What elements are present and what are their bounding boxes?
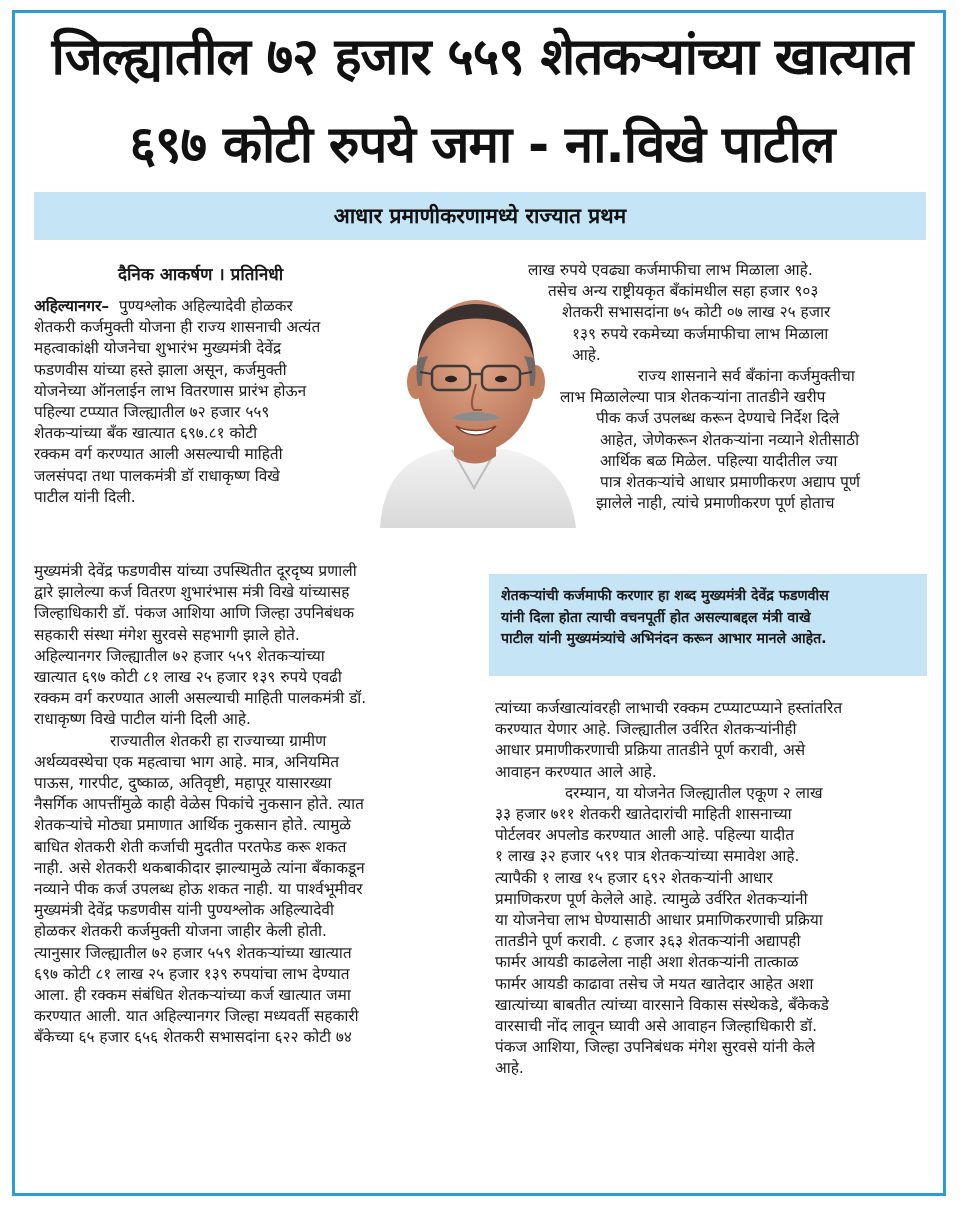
text-line: आवाहन करण्यात आले आहे. (495, 762, 657, 781)
text-line: बाधित शेतकरी शेती कर्जाची मुदतीत परतफेड करू शकत (34, 837, 347, 856)
text-line: खात्यांच्या बाबतीत त्यांच्या वारसाने विकास संस्थेकडे, बँकेकडे (495, 995, 829, 1014)
text-line: जिल्हाधिकारी डॉ. पंकज आशिया आणि जिल्हा उपनिबंधक (34, 604, 355, 623)
text-line: आहे. (495, 1059, 524, 1078)
text-line: रक्कम वर्ग करण्यात आली असल्याची माहिती (34, 445, 283, 464)
text-line: करण्यात येणार आहे. जिल्ह्यातील उर्वरित शेतकऱ्यांनीही (495, 720, 797, 739)
text-line: राज्यातील शेतकरी हा राज्याच्या ग्रामीण (110, 731, 327, 750)
pull-quote (489, 574, 927, 676)
text-line: मुख्यमंत्री देवेंद्र फडणवीस यांच्या उपस्थितीत दूरदृष्य प्रणाली (34, 562, 357, 580)
text-line: खात्यात ६९७ कोटी ८१ लाख २५ हजार १३९ रुपये एवढी (34, 668, 342, 687)
text-line: योजनेच्या ऑनलाईन लाभ वितरणास प्रारंभ होऊन (34, 381, 307, 400)
text-line: राज्य शासनाने सर्व बँकांना कर्जमुक्तीचा (638, 367, 855, 386)
text-line: या योजनेचा लाभ घेण्यासाठी आधार प्रमाणिकरणाची प्रक्रिया (495, 911, 823, 930)
text-line: पोर्टलवर अपलोड करण्यात आली आहे. पहिल्या यादीत (495, 826, 795, 845)
left-column-body (34, 561, 474, 1049)
text-line: फार्मर आयडी काढलेला नाही अशा शेतकऱ्यांनी तात्काळ (495, 953, 799, 972)
text-line: फार्मर आयडी काढावा तसेच जे मयत खातेदार आहेत अशा (495, 974, 814, 993)
text-line: तातडीने पूर्ण करावी. ८ हजार ३६३ शेतकऱ्यांनी अद्यापही (495, 932, 801, 951)
text-line: शेतकरी कर्जमुक्ती योजना ही राज्य शासनाची अत्यंत (34, 318, 321, 337)
text-line: फडणवीस यांच्या हस्ते झाला असून, कर्जमुक्ती (34, 360, 287, 379)
subheading-band (34, 192, 926, 240)
text-line: १३९ रुपये रकमेच्या कर्जमाफीचा लाभ मिळाला (572, 324, 829, 343)
text-line: शेतकऱ्यांच्या बँक खात्यात ६९७.८१ कोटी (34, 424, 258, 443)
text-line: झालेले नाही, त्यांचे प्रमाणीकरण पूर्ण होताच (596, 494, 835, 513)
text-line: बँकेच्या ६५ हजार ६५६ शेतकरी सभासदांना ६२२ कोटी ७४ (34, 1028, 352, 1047)
text-line: त्यानुसार जिल्ह्यातील ७२ हजार ५५९ शेतकऱ्यांच्या खात्यात (34, 943, 352, 962)
text-line: त्यांच्या कर्जखात्यांवरही लाभाची रक्कम टप्प्याटप्प्याने हस्तांतरित (495, 699, 843, 717)
text-line: पाटील यांनी दिली. (34, 487, 136, 506)
byline: दैनिक आकर्षण । प्रतिनिधी (118, 265, 284, 285)
text-line: नाही. असे शेतकरी थकबाकीदार झाल्यामुळे त्यांना बँकाकडून (34, 858, 365, 877)
text-line: तसेच अन्य राष्ट्रीयकृत बँकांमधील सहा हजार ९०३ (548, 282, 819, 301)
text-line: पहिल्या टप्प्यात जिल्ह्यातील ७२ हजार ५५९ (34, 403, 270, 422)
text-line: पंकज आशिया, जिल्हा उपनिबंधक मंगेश सुरवसे यांनी केले (495, 1038, 815, 1057)
dateline: अहिल्यानगर– (34, 297, 110, 315)
text-line: महत्वाकांक्षी योजनेचा शुभारंभ मुख्यमंत्री देवेंद्र (34, 339, 282, 358)
text-line: अहिल्यानगर जिल्ह्यातील ७२ हजार ५५९ शेतकऱ्यांच्या (34, 646, 325, 665)
text-line: लाभ मिळालेल्या पात्र शेतकऱ्यांना तातडीने खरीप (560, 388, 826, 407)
pull-quote-line: यांनी दिला होता त्याची वचनपूर्ती होत असल्याबद्दल मंत्री वाखे (501, 609, 811, 626)
text-line: आहेत, जेणेकरून शेतकऱ्यांना नव्याने शेतीसाठी (600, 430, 860, 449)
text-line: अर्थव्यवस्थेचा एक महत्वाचा भाग आहे. मात्र, अनियमित (34, 752, 340, 771)
text-line: सहकारी संस्था मंगेश सुरवसे सहभागी झाले होते. (34, 625, 300, 644)
text-line: दरम्यान, या योजनेत जिल्ह्यातील एकूण २ लाख (565, 783, 823, 802)
text-line: पुण्यश्लोक अहिल्यादेवी होळकर (118, 297, 293, 315)
text-line: जलसंपदा तथा पालकमंत्री डॉ राधाकृष्ण विखे (34, 466, 280, 485)
right-column-bottom (495, 698, 935, 1080)
pull-quote-line: पाटील यांनी मुख्यमंत्र्यांचे अभिनंदन करून आभार मानले आहेत. (501, 631, 827, 647)
text-line: पात्र शेतकऱ्यांचे आधार प्रमाणीकरण अद्याप पूर्ण (600, 473, 861, 492)
text-line: शेतकऱ्यांचे मोठ्या प्रमाणात आर्थिक नुकसान होते. त्यामुळे (34, 816, 352, 835)
text-line: राधाकृष्ण विखे पाटील यांनी दिली आहे. (34, 710, 251, 729)
text-line: लाख रुपये एवढ्या कर्जमाफीचा लाभ मिळाला आहे. (528, 261, 813, 279)
text-line: शेतकरी सभासदांना ७५ कोटी ०७ लाख २५ हजार (562, 303, 831, 322)
text-line: नैसर्गिक आपत्तींमुळे काही वेळेस पिकांचे नुकसान होते. त्यात (34, 795, 364, 814)
text-line: आधार प्रमाणीकरणाची प्रक्रिया तातडीने पूर्ण करावी, असे (495, 741, 806, 760)
text-line: पीक कर्ज उपलब्ध करून देण्याचे निर्देश दिले (596, 409, 840, 428)
headline-line-1: जिल्ह्यातील ७२ हजार ५५९ शेतकऱ्यांच्या खात्यात (51, 28, 913, 87)
text-line: प्रमाणिकरण पूर्ण केलेले आहे. त्यामुळे उर्वरित शेतकऱ्यांनी (495, 889, 808, 908)
text-line: नव्याने पीक कर्ज उपलब्ध होऊ शकत नाही. या पार्श्वभूमीवर (34, 880, 363, 899)
text-line: १ लाख ३२ हजार ५९१ पात्र शेतकऱ्यांच्या समावेश आहे. (495, 847, 800, 866)
text-line: ३३ हजार ७११ शेतकरी खातेदारांची माहिती शासनाच्या (495, 805, 792, 824)
text-line: मुख्यमंत्री देवेंद्र फडणवीस यांनी पुण्यश्लोक अहिल्यादेवी (34, 901, 334, 920)
text-line: रक्कम वर्ग करण्यात आली असल्याची माहिती पालकमंत्री डॉ. (34, 689, 367, 708)
text-line: त्यापैकी १ लाख १५ हजार ६९२ शेतकऱ्यांनी आधार (495, 868, 773, 887)
text-line: आर्थिक बळ मिळेल. पहिल्या यादीतील ज्या (600, 451, 838, 470)
text-line: करण्यात आली. यात अहिल्यानगर जिल्हा मध्यवर्ती सहकारी (34, 1007, 359, 1026)
text-line: पाऊस, गारपीट, दुष्काळ, अतिवृष्टी, महापूर यासारख्या (34, 774, 332, 793)
left-column-intro (34, 296, 374, 508)
text-line: आला. ही रक्कम संबंधित शेतकऱ्यांच्या कर्ज खात्यात जमा (34, 986, 351, 1005)
text-line: वारसाची नोंद लावून घ्यावी असे आवाहन जिल्हाधिकारी डॉ. (495, 1017, 818, 1036)
right-column-top (520, 260, 940, 514)
text-line: होळकर शेतकरी कर्जमुक्ती योजना जाहीर केली होती. (34, 922, 327, 941)
headline-line-2: ६९७ कोटी रुपये जमा - ना.विखे पाटील (129, 116, 835, 175)
text-line: ६९७ कोटी ८१ लाख २५ हजार १३९ रुपयांचा लाभ देण्यात (34, 964, 350, 983)
text-line: आहे. (572, 345, 601, 364)
text-line: द्वारे झालेल्या कर्ज वितरण शुभारंभास मंत्री विखे यांच्यासह (34, 583, 350, 602)
pull-quote-line: शेतकऱ्यांची कर्जमाफी करणार हा शब्द मुख्यमंत्री देवेंद्र फडणवीस (501, 588, 829, 604)
subheading: आधार प्रमाणीकरणामध्ये राज्यात प्रथम (333, 204, 627, 228)
